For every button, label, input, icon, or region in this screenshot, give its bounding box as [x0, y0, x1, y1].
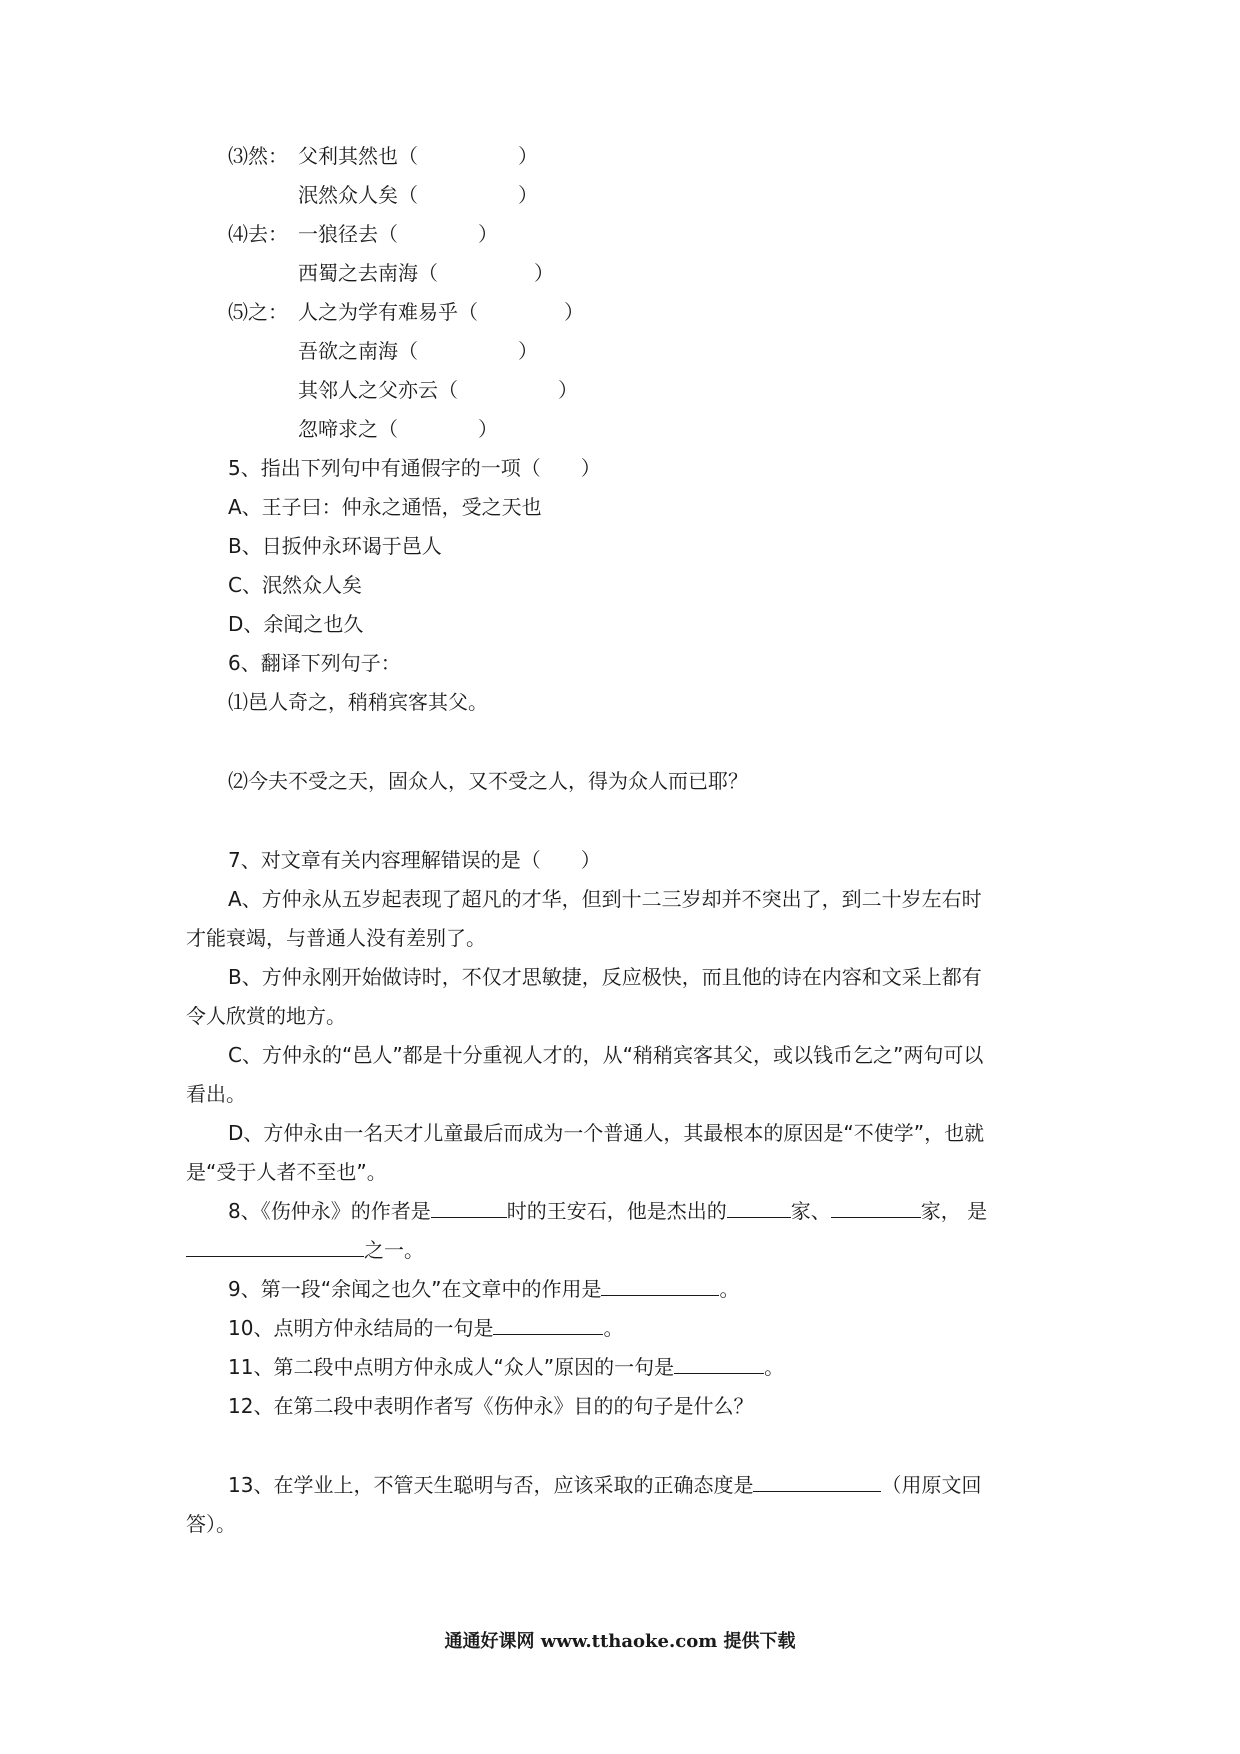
q4-item3-label: ⑶然： — [228, 144, 288, 168]
q13-line2: 答）。 — [186, 1512, 236, 1536]
q7-option-d-line2: 是“受于人者不至也”。 — [186, 1160, 387, 1184]
q6-sentence-1: ⑴邑人奇之，稍稍宾客其父。 — [228, 690, 488, 714]
q6-sentence-2: ⑵今夫不受之天，固众人，又不受之人，得为众人而已耶？ — [228, 769, 748, 793]
q5-stem: 5、指出下列句中有通假字的一项（ ） — [228, 456, 601, 480]
q7-stem: 7、对文章有关内容理解错误的是（ ） — [228, 848, 601, 872]
page-footer: 通通好课网 www.tthaoke.com 提供下载 — [444, 1631, 796, 1652]
q8-blank-field-1[interactable] — [727, 1197, 791, 1218]
q4-item5-b: 吾欲之南海（ ） — [298, 339, 538, 363]
q9-blank[interactable] — [601, 1275, 719, 1296]
q12-stem: 12、在第二段中表明作者写《伤仲永》目的的句子是什么？ — [228, 1394, 754, 1418]
q4-item5-a: 人之为学有难易乎（ ） — [298, 300, 584, 324]
q5-option-c: C、泯然众人矣 — [228, 573, 362, 597]
q4-item5-label: ⑸之： — [228, 300, 288, 324]
q8-blank-title[interactable] — [186, 1236, 364, 1257]
q4-item5-c: 其邻人之父亦云（ ） — [298, 378, 578, 402]
q5-option-d: D、余闻之也久 — [228, 612, 364, 636]
q7-option-c-line2: 看出。 — [186, 1082, 246, 1106]
q9: 9、第一段“余闻之也久”在文章中的作用是 。 — [228, 1277, 740, 1301]
q8-line1: 8、《伤仲永》的作者是 时的王安石，他是杰出的 家、 家， 是 — [228, 1199, 988, 1223]
q6-stem: 6、翻译下列句子： — [228, 651, 401, 675]
q7-option-d-line1: D、方仲永由一名天才儿童最后而成为一个普通人，其最根本的原因是“不使学”，也就 — [228, 1121, 985, 1145]
q4-item3-a: 父利其然也（ ） — [298, 144, 538, 168]
q4-item4-a: 一狼径去（ ） — [298, 222, 498, 246]
q7-option-a-line2: 才能衰竭，与普通人没有差别了。 — [186, 926, 486, 950]
q8-line2: 之一。 — [186, 1236, 424, 1264]
q13-line1: 13、在学业上，不管天生聪明与否，应该采取的正确态度是 （用原文回 — [228, 1473, 982, 1497]
q4-item4-b: 西蜀之去南海（ ） — [298, 261, 554, 285]
q4-item4-label: ⑷去： — [228, 222, 288, 246]
q11: 11、第二段中点明方仲永成人“众人”原因的一句是 。 — [228, 1355, 785, 1379]
q7-option-b-line2: 令人欣赏的地方。 — [186, 1004, 346, 1028]
q11-blank[interactable] — [674, 1353, 764, 1374]
q5-option-b: B、日扳仲永环谒于邑人 — [228, 534, 442, 558]
q5-option-a: A、王子曰：仲永之通悟，受之天也 — [228, 495, 542, 519]
q10-blank[interactable] — [493, 1314, 603, 1335]
q4-item3-b: 泯然众人矣（ ） — [298, 183, 538, 207]
q7-option-a-line1: A、方仲永从五岁起表现了超凡的才华，但到十二三岁却并不突出了，到二十岁左右时 — [228, 887, 982, 911]
q10: 10、点明方仲永结局的一句是 。 — [228, 1316, 624, 1340]
q4-item5-d: 忽啼求之（ ） — [298, 417, 498, 441]
q13-blank[interactable] — [753, 1471, 881, 1492]
q8-blank-field-2[interactable] — [831, 1197, 921, 1218]
q7-option-c-line1: C、方仲永的“邑人”都是十分重视人才的，从“稍稍宾客其父，或以钱币乞之”两句可以 — [228, 1043, 984, 1067]
q7-option-b-line1: B、方仲永刚开始做诗时，不仅才思敏捷，反应极快，而且他的诗在内容和文采上都有 — [228, 965, 982, 989]
q8-blank-dynasty[interactable] — [431, 1197, 507, 1218]
